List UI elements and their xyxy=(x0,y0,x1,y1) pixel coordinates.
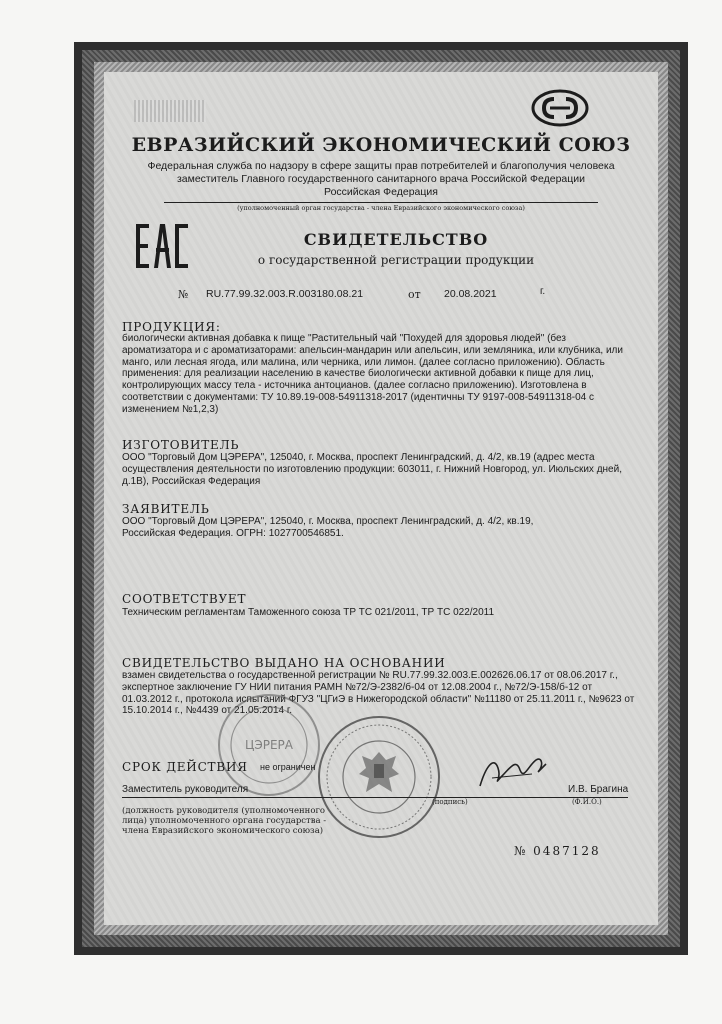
handwritten-signature xyxy=(472,746,552,796)
middle-border xyxy=(94,62,668,935)
certificate-title: СВИДЕТЕЛЬСТВО xyxy=(303,230,489,249)
number-label: № xyxy=(178,288,189,301)
agency-caption: (уполномоченный орган государства - члена Евразийского экономического союза) xyxy=(237,204,525,212)
eec-logo-icon xyxy=(530,88,590,128)
basis-text: взамен свидетельства о государственной регистрации № RU.77.99.32.003.E.002626.06.17 от 08.06.2017 г., экспертное заключение ГУ НИИ питания РАМН №72/Э-2382/б-04 от 12.08.2004 г., №72/Э-158/б-12 от 01.03.2012 г., протокола испытаний ФГУЗ "ЦГиЭ в Нижегородской области" №11180 от 25.11.2011 г., №9623 от 15.10.2014 г., №4439 от 21.05.2014 г. xyxy=(122,670,635,717)
validity-value: не ограничен xyxy=(260,762,316,772)
applicant-text: ООО "Торговый Дом ЦЭРЕРА", 125040, г. Москва, проспект Ленинградский, д. 4/2, кв.19, Российская Федерация. ОГРН: 1027700546851. xyxy=(122,516,534,539)
product-text: биологически активная добавка к пище "Растительный чай "Похудей для здоровья людей" (без ароматизатора и с ароматизаторами: апельсин-мандарин или апельсин, или земляника, или клубника, или манго, или лесная ягода, или малина, или черника, или лимон. (далее согласно приложению). Область применения: для реализации населению в качестве биологически активной добавки к пище для лиц, контролирующих массу тела - источника антоцианов. (далее согласно приложению). Изготовлена в соответствии с документами: ТУ 10.89.19-008-54911318-2017 (идентичны ТУ 9197-008-54911318-04 с изменением №1,2,3) xyxy=(122,333,623,415)
signature-caption: (подпись) xyxy=(432,798,468,806)
deputy-label: Заместитель руководителя xyxy=(122,784,249,795)
date-suffix: г. xyxy=(540,286,546,297)
union-title: ЕВРАЗИЙСКИЙ ЭКОНОМИЧЕСКИЙ СОЮЗ xyxy=(131,134,631,156)
stamp-text: ЦЭРЕРА xyxy=(245,738,293,752)
manufacturer-text: ООО "Торговый Дом ЦЭРЕРА", 125040, г. Москва, проспект Ленинградский, д. 4/2, кв.19 (адрес места осуществления деятельности по изготовлению продукции: 603011, г. Нижний Новгород, ул. Июльских дней, д.1В), Российская Федерация xyxy=(122,452,622,487)
outer-border xyxy=(82,50,680,947)
conformity-heading: СООТВЕТСТВУЕТ xyxy=(122,592,247,606)
basis-heading: СВИДЕТЕЛЬСТВО ВЫДАНО НА ОСНОВАНИИ xyxy=(122,656,446,670)
certificate-subtitle: о государственной регистрации продукции xyxy=(257,253,535,267)
initials-caption: (Ф.И.О.) xyxy=(572,798,602,806)
agency-line: Федеральная служба по надзору в сфере защиты прав потребителей и благополучия человека xyxy=(147,160,615,172)
agency-line: Российская Федерация xyxy=(324,186,438,198)
manufacturer-heading: ИЗГОТОВИТЕЛЬ xyxy=(122,438,240,452)
product-heading: ПРОДУКЦИЯ: xyxy=(122,320,221,334)
agency-line: заместитель Главного государственного санитарного врача Российской Федерации xyxy=(176,173,586,185)
certificate-date: 20.08.2021 xyxy=(444,288,497,300)
agency-block xyxy=(122,160,640,199)
certificate-number: RU.77.99.32.003.R.003180.08.21 xyxy=(206,288,364,300)
signature-line xyxy=(122,797,628,798)
serial-number: № 0487128 xyxy=(514,844,601,858)
applicant-heading: ЗАЯВИТЕЛЬ xyxy=(122,502,210,516)
state-seal xyxy=(314,712,444,842)
agency-underline xyxy=(164,202,598,203)
certificate-sheet xyxy=(74,42,688,955)
faded-logo xyxy=(134,100,206,122)
conformity-text: Техническим регламентам Таможенного союза ТР ТС 021/2011, ТР ТС 022/2011 xyxy=(122,607,495,618)
certificate-body xyxy=(104,72,658,925)
validity-heading: СРОК ДЕЙСТВИЯ xyxy=(122,760,248,774)
date-label: от xyxy=(408,288,421,301)
position-caption: (должность руководителя (уполномоченного лица) уполномоченного органа государства - члена Евразийского экономического союза) xyxy=(122,806,327,836)
signatory-name: И.В. Брагина xyxy=(568,784,629,795)
